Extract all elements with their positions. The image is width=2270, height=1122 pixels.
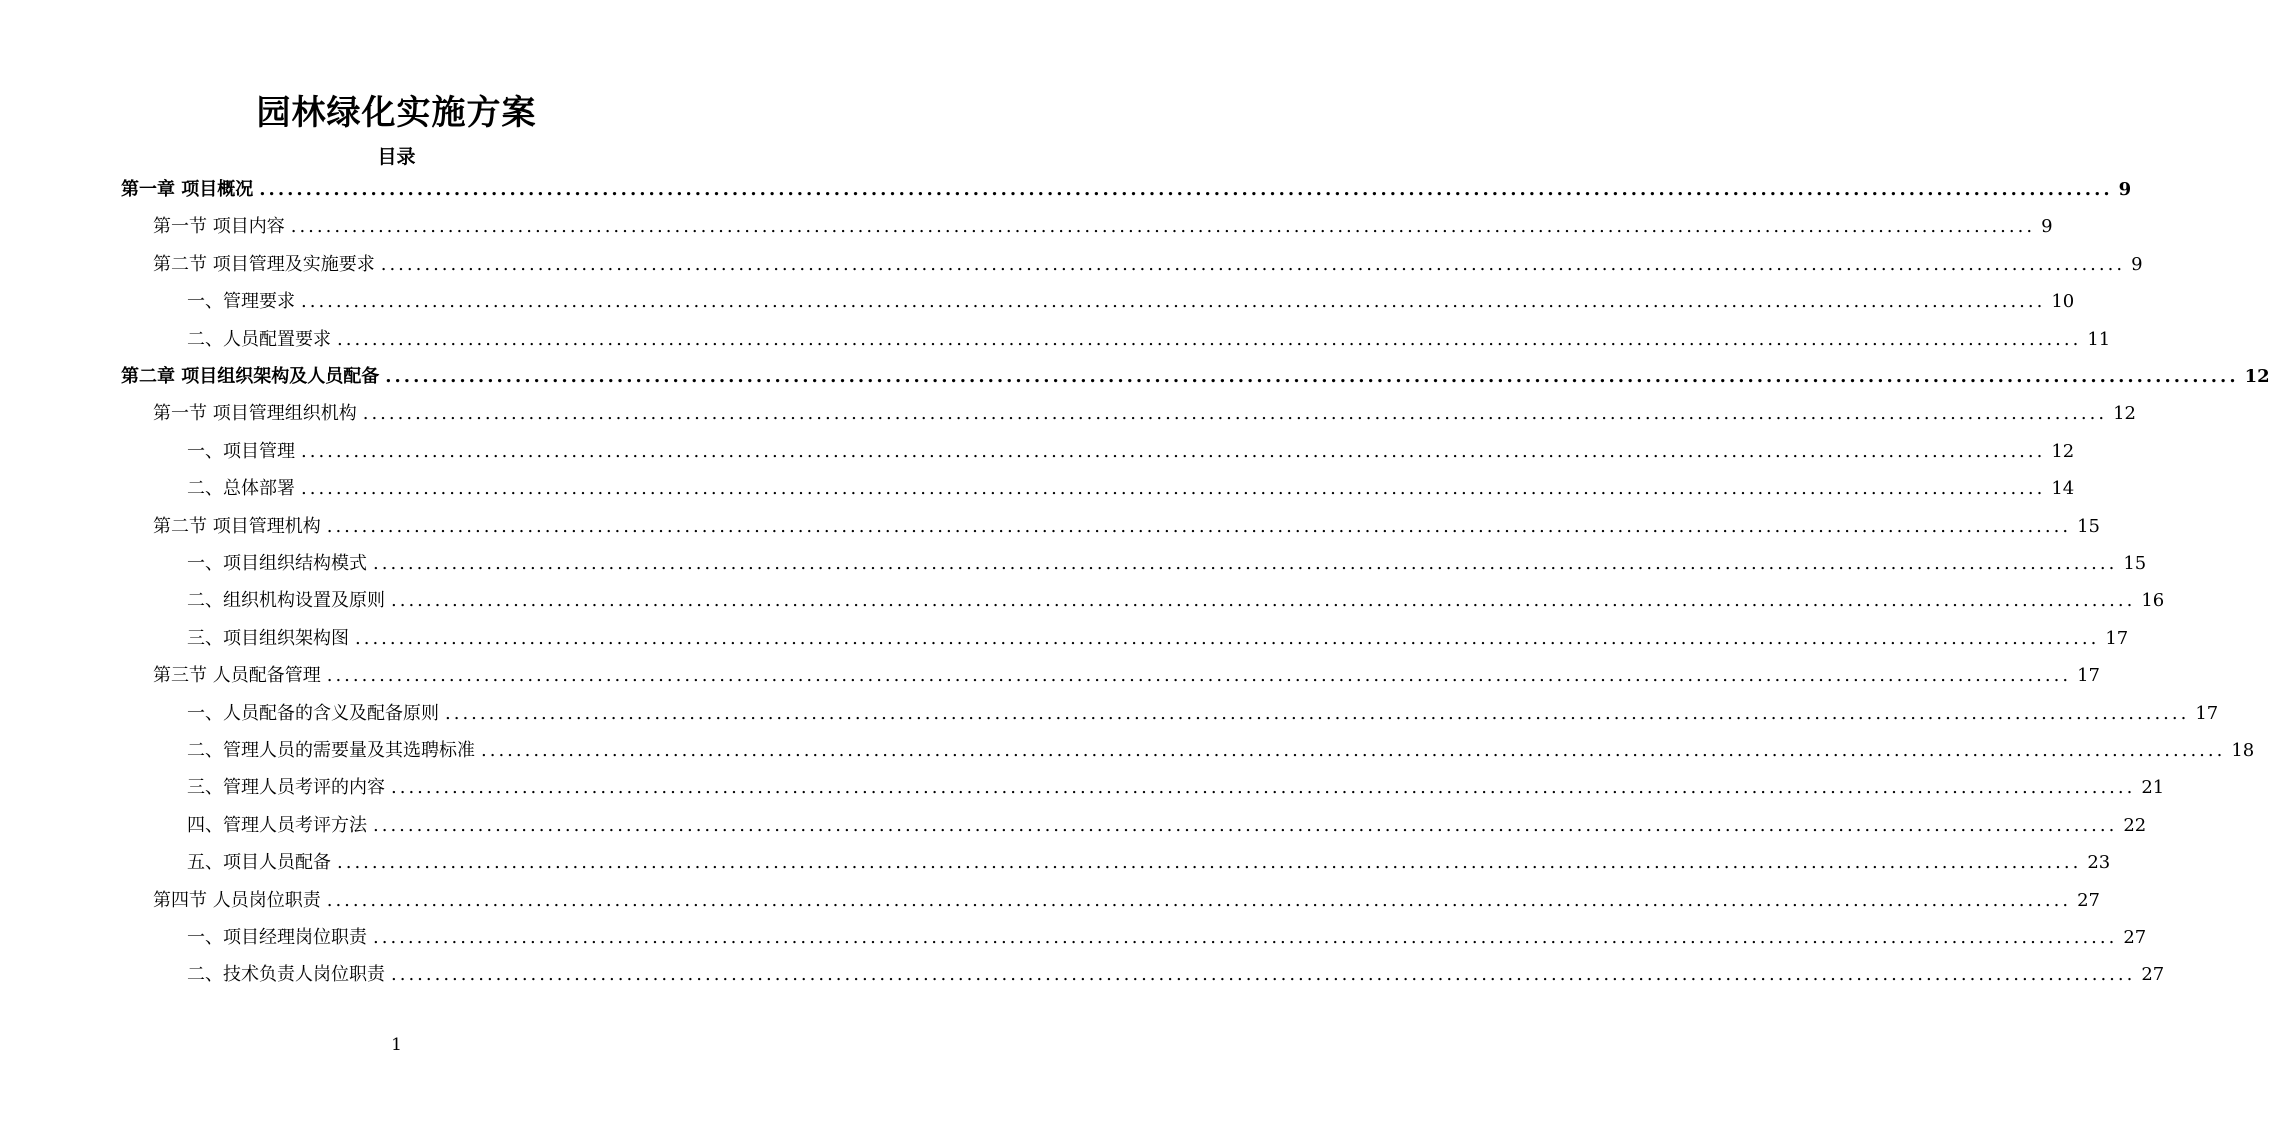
toc-subsection-entry[interactable] (187, 474, 2075, 504)
toc-subsection-entry[interactable] (187, 699, 2219, 729)
toc-entry-page-number: 17 (2077, 665, 2100, 686)
toc-entry-label: 五、项目人员配备 (187, 852, 331, 873)
toc-entry-label: 三、项目组织架构图 (187, 628, 349, 649)
toc-subsection-entry[interactable] (187, 586, 2165, 616)
toc-dot-leader: ........................................................................................................................................................................................................ (259, 179, 2113, 200)
toc-entry-page-number: 14 (2051, 478, 2075, 499)
toc-subsection-entry[interactable] (187, 287, 2075, 317)
toc-dot-leader: ........................................................................................................................................................................................................ (355, 628, 2100, 649)
toc-dot-leader: ........................................................................................................................................................................................................ (301, 478, 2046, 499)
toc-entry-page-number: 15 (2123, 553, 2147, 574)
toc-entry-label: 第一节 项目内容 (153, 216, 285, 237)
toc-dot-leader: ........................................................................................................................................................................................................ (362, 403, 2108, 424)
toc-entry-label: 二、组织机构设置及原则 (187, 590, 385, 611)
toc-dot-leader: ........................................................................................................................................................................................................ (391, 777, 2136, 798)
toc-chapter-entry[interactable] (121, 362, 2270, 392)
toc-dot-leader: ........................................................................................................................................................................................................ (326, 665, 2072, 686)
toc-section-entry[interactable] (153, 886, 2100, 916)
toc-entry-page-number: 9 (2131, 254, 2143, 275)
toc-entry-page-number: 17 (2195, 703, 2219, 724)
toc-entry-page-number: 27 (2123, 927, 2147, 948)
toc-subsection-entry[interactable] (187, 773, 2165, 803)
toc-entry-page-number: 15 (2077, 516, 2100, 537)
toc-dot-leader: ........................................................................................................................................................................................................ (373, 815, 2118, 836)
toc-dot-leader: ........................................................................................................................................................................................................ (373, 927, 2118, 948)
toc-entry-page-number: 12 (2244, 366, 2270, 387)
toc-entry-page-number: 17 (2105, 628, 2129, 649)
toc-dot-leader: ........................................................................................................................................................................................................ (301, 291, 2046, 312)
toc-entry-page-number: 12 (2051, 441, 2075, 462)
toc-section-entry[interactable] (153, 512, 2100, 542)
toc-dot-leader: ........................................................................................................................................................................................................ (391, 590, 2136, 611)
toc-entry-page-number: 18 (2231, 740, 2255, 761)
toc-subsection-entry[interactable] (187, 811, 2147, 841)
toc-dot-leader: ........................................................................................................................................................................................................ (290, 216, 2036, 237)
toc-entry-label: 第一章 项目概况 (121, 179, 254, 200)
toc-dot-leader: ........................................................................................................................................................................................................ (391, 964, 2136, 985)
toc-entry-page-number: 12 (2113, 403, 2136, 424)
toc-entry-label: 第四节 人员岗位职责 (153, 890, 321, 911)
toc-dot-leader: ........................................................................................................................................................................................................ (380, 254, 2126, 275)
toc-dot-leader: ........................................................................................................................................................................................................ (373, 553, 2118, 574)
toc-chapter-entry[interactable] (121, 175, 2132, 205)
toc-entry-page-number: 11 (2087, 329, 2111, 350)
toc-entry-page-number: 21 (2141, 777, 2165, 798)
toc-section-entry[interactable] (153, 399, 2136, 429)
toc-entry-page-number: 23 (2087, 852, 2111, 873)
toc-section-entry[interactable] (153, 212, 2053, 242)
toc-entry-label: 二、总体部署 (187, 478, 295, 499)
toc-entry-label: 一、项目组织结构模式 (187, 553, 367, 574)
toc-subsection-entry[interactable] (187, 848, 2111, 878)
toc-entry-label: 一、项目经理岗位职责 (187, 927, 367, 948)
toc-entry-label: 一、项目管理 (187, 441, 295, 462)
toc-dot-leader: ........................................................................................................................................................................................................ (385, 366, 2239, 387)
toc-section-entry[interactable] (153, 661, 2100, 691)
toc-subsection-entry[interactable] (187, 624, 2129, 654)
toc-entry-page-number: 27 (2077, 890, 2100, 911)
page-number: 1 (391, 1035, 402, 1055)
toc-entry-label: 一、管理要求 (187, 291, 295, 312)
toc-entry-label: 第二节 项目管理及实施要求 (153, 254, 375, 275)
toc-dot-leader: ........................................................................................................................................................................................................ (481, 740, 2226, 761)
toc-subsection-entry[interactable] (187, 960, 2165, 990)
toc-entry-label: 一、人员配备的含义及配备原则 (187, 703, 439, 724)
toc-dot-leader: ........................................................................................................................................................................................................ (326, 890, 2072, 911)
toc-entry-label: 第一节 项目管理组织机构 (153, 403, 357, 424)
toc-subsection-entry[interactable] (187, 325, 2111, 355)
toc-entry-label: 四、管理人员考评方法 (187, 815, 367, 836)
toc-subsection-entry[interactable] (187, 437, 2075, 467)
toc-dot-leader: ........................................................................................................................................................................................................ (445, 703, 2190, 724)
toc-dot-leader: ........................................................................................................................................................................................................ (337, 852, 2082, 873)
toc-entry-page-number: 9 (2118, 179, 2132, 200)
toc-entry-label: 二、管理人员的需要量及其选聘标准 (187, 740, 475, 761)
toc-entry-page-number: 16 (2141, 590, 2165, 611)
toc-dot-leader: ........................................................................................................................................................................................................ (301, 441, 2046, 462)
toc-entry-label: 二、技术负责人岗位职责 (187, 964, 385, 985)
toc-entry-label: 第三节 人员配备管理 (153, 665, 321, 686)
toc-entry-page-number: 10 (2051, 291, 2075, 312)
toc-dot-leader: ........................................................................................................................................................................................................ (326, 516, 2072, 537)
toc-subsection-entry[interactable] (187, 923, 2147, 953)
toc-dot-leader: ........................................................................................................................................................................................................ (337, 329, 2082, 350)
toc-subsection-entry[interactable] (187, 736, 2255, 766)
toc-entry-page-number: 9 (2041, 216, 2053, 237)
toc-entry-page-number: 27 (2141, 964, 2165, 985)
toc-subsection-entry[interactable] (187, 549, 2147, 579)
toc-entry-label: 第二节 项目管理机构 (153, 516, 321, 537)
toc-entry-label: 三、管理人员考评的内容 (187, 777, 385, 798)
toc-entry-label: 二、人员配置要求 (187, 329, 331, 350)
document-title: 园林绿化实施方案 (256, 93, 537, 133)
toc-entry-page-number: 22 (2123, 815, 2147, 836)
toc-section-entry[interactable] (153, 250, 2143, 280)
toc-heading: 目录 (377, 146, 416, 168)
toc-entry-label: 第二章 项目组织架构及人员配备 (121, 366, 380, 387)
